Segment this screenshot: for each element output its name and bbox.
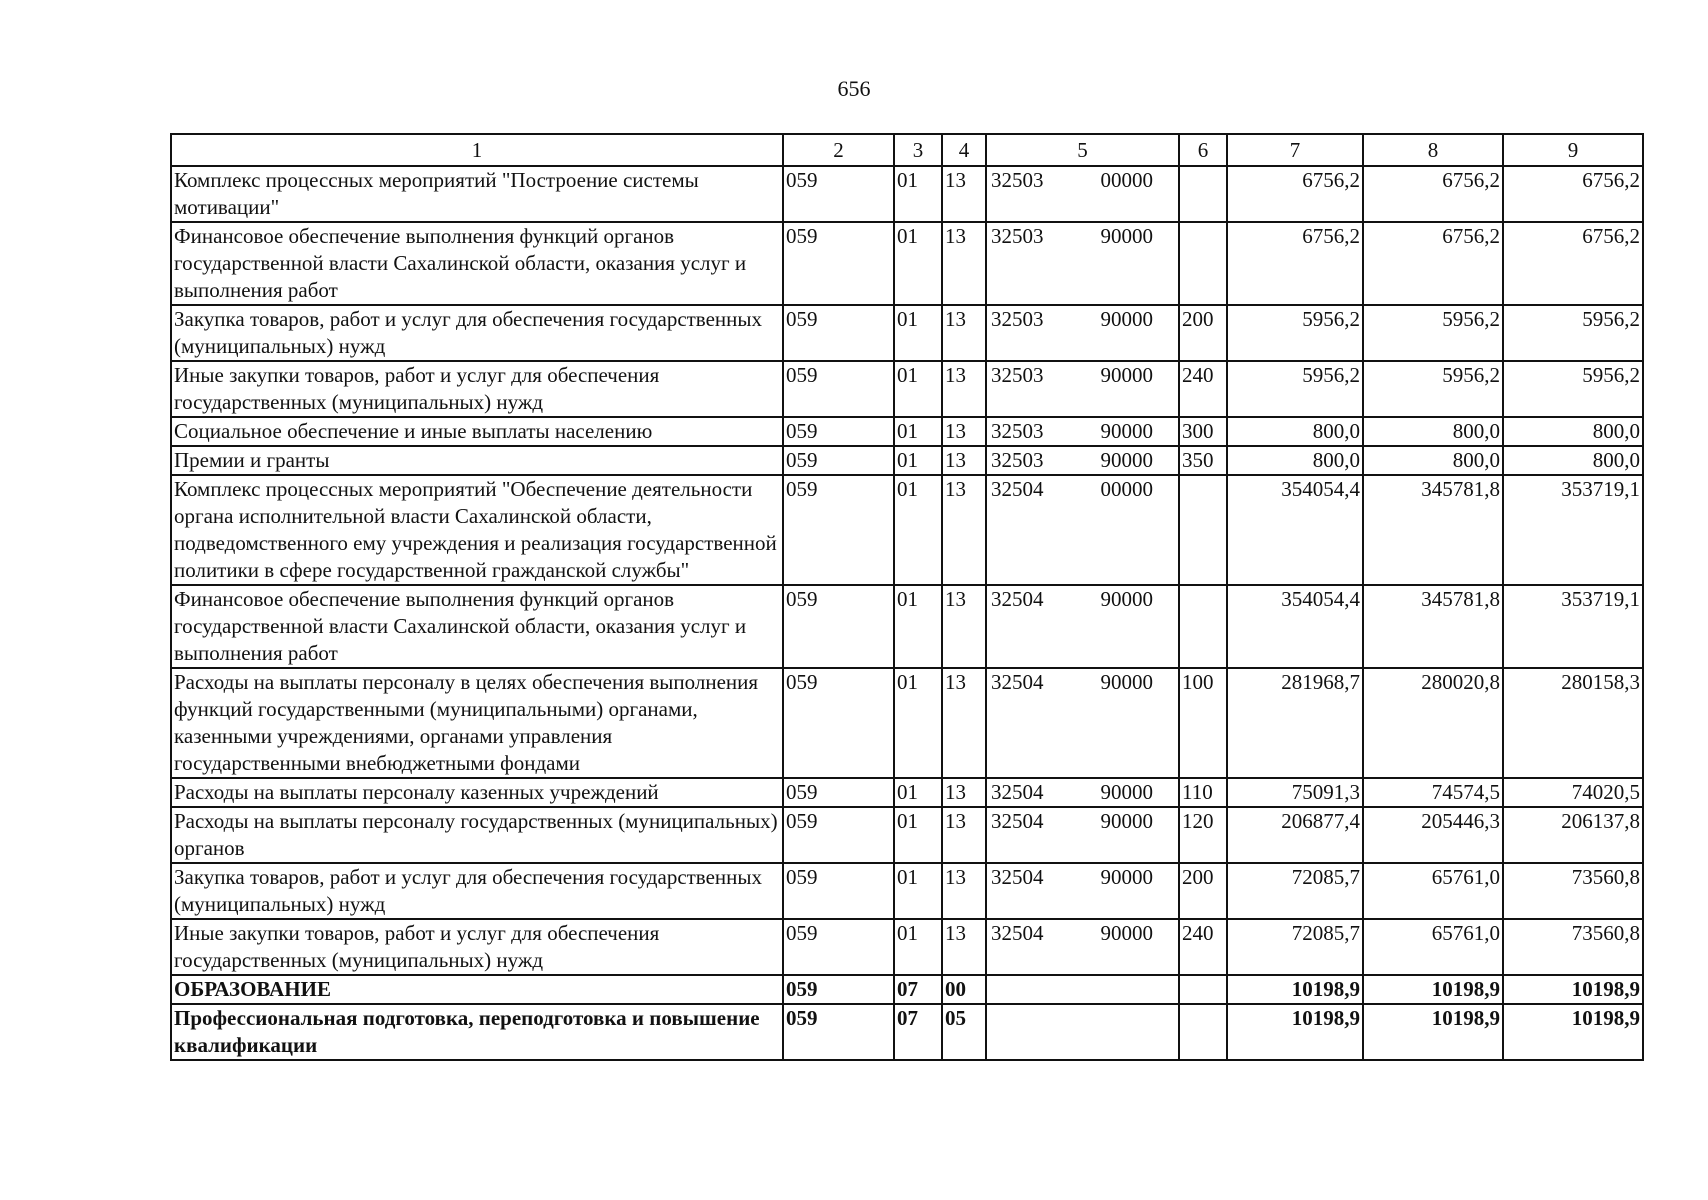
row-col2: 059	[783, 475, 894, 585]
row-name: Закупка товаров, работ и услуг для обеспечения государственных (муниципальных) нужд	[171, 863, 783, 919]
row-col7: 6756,2	[1227, 166, 1363, 222]
row-col4: 13	[942, 585, 986, 668]
row-col7: 800,0	[1227, 417, 1363, 446]
row-col4: 13	[942, 446, 986, 475]
row-col8: 5956,2	[1363, 305, 1503, 361]
row-col6: 240	[1179, 919, 1227, 975]
row-col2: 059	[783, 975, 894, 1004]
row-col3: 01	[894, 585, 942, 668]
row-col5	[986, 305, 1179, 361]
row-col6	[1179, 166, 1227, 222]
row-col4: 13	[942, 166, 986, 222]
row-col9: 5956,2	[1503, 305, 1643, 361]
row-col5	[986, 807, 1179, 863]
table-row	[171, 863, 1643, 919]
row-col4: 13	[942, 863, 986, 919]
row-col9: 10198,9	[1503, 975, 1643, 1004]
row-col6	[1179, 1004, 1227, 1060]
column-header-8: 8	[1363, 134, 1503, 166]
row-col9: 353719,1	[1503, 585, 1643, 668]
row-name: Расходы на выплаты персоналу в целях обеспечения выполнения функций государственными (муниципальными) органами, казенными учреждениями, органами управления государственными внебюджетными фондами	[171, 668, 783, 778]
row-col2: 059	[783, 446, 894, 475]
table-row-section	[171, 975, 1643, 1004]
table-row	[171, 305, 1643, 361]
table-row	[171, 166, 1643, 222]
row-col9: 5956,2	[1503, 361, 1643, 417]
row-col4: 05	[942, 1004, 986, 1060]
table-row	[171, 361, 1643, 417]
row-col2: 059	[783, 222, 894, 305]
row-col5	[986, 446, 1179, 475]
row-col7: 5956,2	[1227, 305, 1363, 361]
table-row	[171, 446, 1643, 475]
row-col7: 10198,9	[1227, 1004, 1363, 1060]
row-name: Премии и гранты	[171, 446, 783, 475]
row-col6	[1179, 475, 1227, 585]
column-header-7: 7	[1227, 134, 1363, 166]
column-header-9: 9	[1503, 134, 1643, 166]
row-col9: 6756,2	[1503, 166, 1643, 222]
column-header-5: 5	[986, 134, 1179, 166]
row-col8: 10198,9	[1363, 975, 1503, 1004]
table-body	[171, 166, 1643, 1060]
row-col5-program: 32504	[991, 670, 1044, 694]
row-col5-direction: 90000	[1100, 670, 1153, 694]
row-col5	[986, 585, 1179, 668]
row-col5	[986, 417, 1179, 446]
row-col5	[986, 863, 1179, 919]
row-col2: 059	[783, 807, 894, 863]
row-col6: 240	[1179, 361, 1227, 417]
row-col3: 01	[894, 807, 942, 863]
row-col8: 6756,2	[1363, 166, 1503, 222]
row-col5-direction: 90000	[1100, 780, 1153, 804]
row-col4: 13	[942, 778, 986, 807]
row-col6	[1179, 975, 1227, 1004]
table-row	[171, 222, 1643, 305]
row-col4: 13	[942, 475, 986, 585]
table-row	[171, 807, 1643, 863]
row-col6: 120	[1179, 807, 1227, 863]
row-name: Расходы на выплаты персоналу казенных учреждений	[171, 778, 783, 807]
row-col9: 800,0	[1503, 446, 1643, 475]
row-col3: 07	[894, 975, 942, 1004]
table-row	[171, 778, 1643, 807]
row-name: ОБРАЗОВАНИЕ	[171, 975, 783, 1004]
row-col3: 01	[894, 305, 942, 361]
row-col8: 5956,2	[1363, 361, 1503, 417]
row-col3: 01	[894, 361, 942, 417]
row-col9: 73560,8	[1503, 863, 1643, 919]
row-name: Финансовое обеспечение выполнения функций органов государственной власти Сахалинской области, оказания услуг и выполнения работ	[171, 585, 783, 668]
row-col5-program: 32504	[991, 587, 1044, 611]
row-col2: 059	[783, 863, 894, 919]
column-header-1: 1	[171, 134, 783, 166]
row-col5-program: 32504	[991, 865, 1044, 889]
row-col3: 07	[894, 1004, 942, 1060]
row-col7: 72085,7	[1227, 919, 1363, 975]
row-name: Финансовое обеспечение выполнения функций органов государственной власти Сахалинской области, оказания услуг и выполнения работ	[171, 222, 783, 305]
row-col2: 059	[783, 361, 894, 417]
row-col4: 13	[942, 361, 986, 417]
row-col3: 01	[894, 668, 942, 778]
row-col9: 73560,8	[1503, 919, 1643, 975]
row-col5	[986, 668, 1179, 778]
row-col6: 200	[1179, 305, 1227, 361]
row-col5-direction: 00000	[1100, 168, 1153, 192]
row-col7: 72085,7	[1227, 863, 1363, 919]
row-col5-direction: 90000	[1100, 587, 1153, 611]
row-col7: 354054,4	[1227, 475, 1363, 585]
page-number: 656	[837, 76, 871, 101]
row-name: Иные закупки товаров, работ и услуг для обеспечения государственных (муниципальных) нужд	[171, 361, 783, 417]
row-col9: 10198,9	[1503, 1004, 1643, 1060]
column-header-6: 6	[1179, 134, 1227, 166]
row-col8: 65761,0	[1363, 863, 1503, 919]
row-col5-direction: 00000	[1100, 477, 1153, 501]
row-col5-direction: 90000	[1100, 448, 1153, 472]
row-col2: 059	[783, 1004, 894, 1060]
row-col2: 059	[783, 919, 894, 975]
row-col6	[1179, 585, 1227, 668]
row-col5-program: 32503	[991, 419, 1044, 443]
row-col8: 6756,2	[1363, 222, 1503, 305]
row-col5	[986, 975, 1179, 1004]
row-col5	[986, 1004, 1179, 1060]
row-col8: 10198,9	[1363, 1004, 1503, 1060]
row-col6: 100	[1179, 668, 1227, 778]
row-col5	[986, 222, 1179, 305]
row-col5-direction: 90000	[1100, 809, 1153, 833]
row-col8: 205446,3	[1363, 807, 1503, 863]
row-col7: 5956,2	[1227, 361, 1363, 417]
row-col4: 13	[942, 222, 986, 305]
column-header-3: 3	[894, 134, 942, 166]
table-row	[171, 919, 1643, 975]
row-col8: 345781,8	[1363, 585, 1503, 668]
row-name: Комплекс процессных мероприятий "Обеспечение деятельности органа исполнительной власти Сахалинской области, подведомственного ему учреждения и реализация государственной политики в сфере государственной гражданской службы"	[171, 475, 783, 585]
row-col3: 01	[894, 166, 942, 222]
row-col9: 280158,3	[1503, 668, 1643, 778]
table-row	[171, 417, 1643, 446]
row-col3: 01	[894, 863, 942, 919]
row-col6: 350	[1179, 446, 1227, 475]
row-name: Комплекс процессных мероприятий "Построение системы мотивации"	[171, 166, 783, 222]
row-col8: 345781,8	[1363, 475, 1503, 585]
row-col3: 01	[894, 446, 942, 475]
table-row-subsection	[171, 1004, 1643, 1060]
budget-table	[170, 133, 1644, 1061]
row-col9: 206137,8	[1503, 807, 1643, 863]
header-row	[171, 134, 1643, 166]
row-col4: 13	[942, 417, 986, 446]
row-col2: 059	[783, 778, 894, 807]
row-col3: 01	[894, 475, 942, 585]
row-col5-direction: 90000	[1100, 224, 1153, 248]
row-col9: 6756,2	[1503, 222, 1643, 305]
row-col4: 13	[942, 305, 986, 361]
row-col5-program: 32504	[991, 809, 1044, 833]
row-col5-program: 32504	[991, 921, 1044, 945]
row-col8: 74574,5	[1363, 778, 1503, 807]
row-col8: 800,0	[1363, 417, 1503, 446]
row-col5-program: 32503	[991, 224, 1044, 248]
row-col2: 059	[783, 585, 894, 668]
row-col5-direction: 90000	[1100, 307, 1153, 331]
row-col6: 200	[1179, 863, 1227, 919]
row-name: Профессиональная подготовка, переподготовка и повышение квалификации	[171, 1004, 783, 1060]
row-col7: 75091,3	[1227, 778, 1363, 807]
row-col5-direction: 90000	[1100, 363, 1153, 387]
row-col5-direction: 90000	[1100, 865, 1153, 889]
row-col2: 059	[783, 166, 894, 222]
row-name: Социальное обеспечение и иные выплаты населению	[171, 417, 783, 446]
row-col5	[986, 361, 1179, 417]
row-name: Закупка товаров, работ и услуг для обеспечения государственных (муниципальных) нужд	[171, 305, 783, 361]
row-col4: 00	[942, 975, 986, 1004]
row-col6	[1179, 222, 1227, 305]
row-col4: 13	[942, 668, 986, 778]
row-col5-program: 32503	[991, 363, 1044, 387]
row-col5	[986, 166, 1179, 222]
row-col3: 01	[894, 222, 942, 305]
row-col7: 10198,9	[1227, 975, 1363, 1004]
table-row	[171, 668, 1643, 778]
row-name: Иные закупки товаров, работ и услуг для обеспечения государственных (муниципальных) нужд	[171, 919, 783, 975]
row-col3: 01	[894, 417, 942, 446]
row-name: Расходы на выплаты персоналу государственных (муниципальных) органов	[171, 807, 783, 863]
row-col5-program: 32504	[991, 780, 1044, 804]
row-col7: 281968,7	[1227, 668, 1363, 778]
row-col5-program: 32503	[991, 448, 1044, 472]
row-col2: 059	[783, 668, 894, 778]
column-header-2: 2	[783, 134, 894, 166]
row-col7: 800,0	[1227, 446, 1363, 475]
row-col8: 280020,8	[1363, 668, 1503, 778]
row-col9: 800,0	[1503, 417, 1643, 446]
column-header-4: 4	[942, 134, 986, 166]
row-col3: 01	[894, 919, 942, 975]
row-col4: 13	[942, 919, 986, 975]
row-col5-program: 32503	[991, 307, 1044, 331]
row-col7: 6756,2	[1227, 222, 1363, 305]
row-col8: 800,0	[1363, 446, 1503, 475]
row-col5	[986, 778, 1179, 807]
row-col6: 110	[1179, 778, 1227, 807]
row-col9: 353719,1	[1503, 475, 1643, 585]
table-row	[171, 585, 1643, 668]
row-col8: 65761,0	[1363, 919, 1503, 975]
row-col5	[986, 475, 1179, 585]
row-col3: 01	[894, 778, 942, 807]
row-col2: 059	[783, 305, 894, 361]
row-col6: 300	[1179, 417, 1227, 446]
row-col4: 13	[942, 807, 986, 863]
row-col7: 354054,4	[1227, 585, 1363, 668]
row-col5-program: 32503	[991, 168, 1044, 192]
row-col2: 059	[783, 417, 894, 446]
row-col5-direction: 90000	[1100, 419, 1153, 443]
row-col5	[986, 919, 1179, 975]
row-col7: 206877,4	[1227, 807, 1363, 863]
row-col5-program: 32504	[991, 477, 1044, 501]
row-col9: 74020,5	[1503, 778, 1643, 807]
row-col5-direction: 90000	[1100, 921, 1153, 945]
table-row	[171, 475, 1643, 585]
